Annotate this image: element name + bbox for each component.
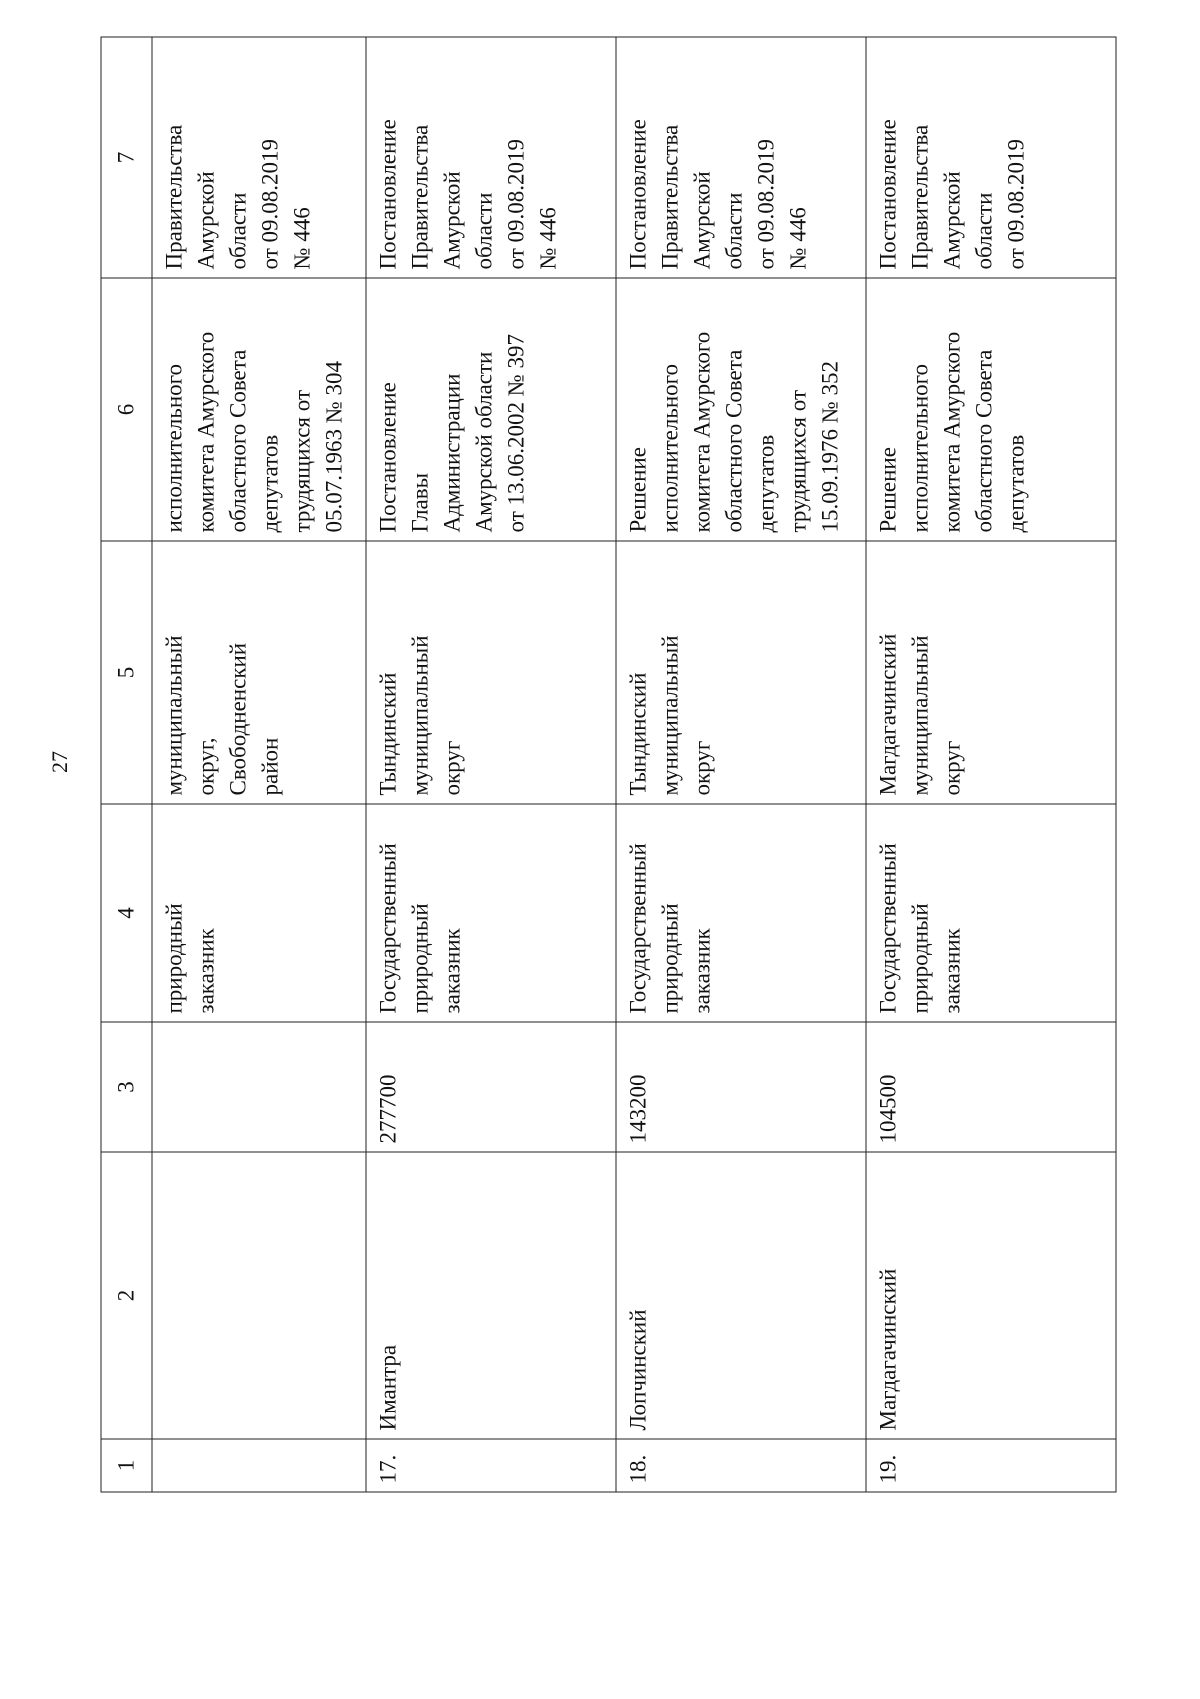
cell-number bbox=[152, 1439, 366, 1492]
cell-regulation-doc: Постановление Правительства Амурской области от 09.08.2019 № 446 bbox=[616, 37, 866, 278]
cell-location: Тындинский муниципальный округ bbox=[366, 541, 616, 804]
header-cell-2: 2 bbox=[101, 1152, 152, 1439]
cell-type: Государственный природный заказник bbox=[866, 804, 1116, 1022]
cell-number: 19. bbox=[866, 1439, 1116, 1492]
cell-number: 18. bbox=[616, 1439, 866, 1492]
cell-location: Магдагачинский муниципальный округ bbox=[866, 541, 1116, 804]
cell-name: Имантра bbox=[366, 1152, 616, 1439]
cell-name: Магдагачинский bbox=[866, 1152, 1116, 1439]
table-row bbox=[152, 37, 366, 1492]
cell-number: 17. bbox=[366, 1439, 616, 1492]
reserves-table bbox=[100, 36, 1116, 1492]
header-cell-3: 3 bbox=[101, 1022, 152, 1152]
header-cell-4: 4 bbox=[101, 804, 152, 1022]
header-cell-5: 5 bbox=[101, 541, 152, 804]
cell-establishing-doc: исполнительного комитета Амурского областного Совета депутатов трудящихся от 05.07.1963 № 304 bbox=[152, 278, 366, 541]
header-cell-6: 6 bbox=[101, 278, 152, 541]
cell-regulation-doc: Постановление Правительства Амурской области от 09.08.2019 № 446 bbox=[366, 37, 616, 278]
cell-type: Государственный природный заказник bbox=[366, 804, 616, 1022]
table-row bbox=[866, 37, 1116, 1492]
table-row bbox=[366, 37, 616, 1492]
cell-establishing-doc: Постановление Главы Администрации Амурской области от 13.06.2002 № 397 bbox=[366, 278, 616, 541]
cell-name bbox=[152, 1152, 366, 1439]
cell-name: Лопчинский bbox=[616, 1152, 866, 1439]
cell-regulation-doc: Правительства Амурской области от 09.08.2019 № 446 bbox=[152, 37, 366, 278]
cell-type: природный заказник bbox=[152, 804, 366, 1022]
cell-location: Тындинский муниципальный округ bbox=[616, 541, 866, 804]
cell-type: Государственный природный заказник bbox=[616, 804, 866, 1022]
cell-area: 277700 bbox=[366, 1022, 616, 1152]
table-row bbox=[616, 37, 866, 1492]
cell-establishing-doc: Решение исполнительного комитета Амурского областного Совета депутатов bbox=[866, 278, 1116, 541]
header-row bbox=[101, 37, 152, 1492]
reserves-table-wrapper bbox=[100, 37, 1110, 1492]
cell-regulation-doc: Постановление Правительства Амурской области от 09.08.2019 bbox=[866, 37, 1116, 278]
page-number: 27 bbox=[47, 751, 72, 773]
cell-area bbox=[152, 1022, 366, 1152]
cell-area: 143200 bbox=[616, 1022, 866, 1152]
cell-location: муниципальный округ, Свободненский район bbox=[152, 541, 366, 804]
cell-area: 104500 bbox=[866, 1022, 1116, 1152]
header-cell-7: 7 bbox=[101, 37, 152, 278]
header-cell-1: 1 bbox=[101, 1439, 152, 1492]
cell-establishing-doc: Решение исполнительного комитета Амурского областного Совета депутатов трудящихся от 15.09.1976 № 352 bbox=[616, 278, 866, 541]
